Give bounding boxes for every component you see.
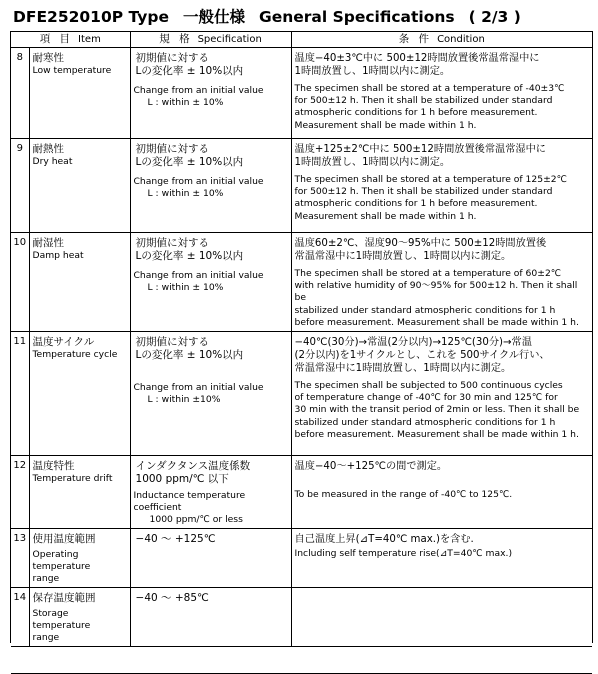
table-row xyxy=(11,48,592,139)
row-item: 温度サイクル Temperature cycle xyxy=(29,332,130,456)
row-specification: 初期値に対する Lの変化率 ± 10%以内 Change from an initial value L : within ± 10% xyxy=(130,139,291,233)
row-item: 耐熱性 Dry heat xyxy=(29,139,130,233)
row-number: 8 xyxy=(11,48,29,139)
table-row xyxy=(11,456,592,529)
row-specification: 初期値に対する Lの変化率 ± 10%以内 Change from an initial value L : within ± 10% xyxy=(130,48,291,139)
row-condition: 温度−40±3℃中に 500±12時間放置後常温常湿中に 1時間放置し、1時間以内に測定。 The specimen shall be stored at a temperature of -40±3℃ for 500±12 h. Then it shall be stabilized under standard atmospheric conditions for 1 h before measurement. Measurement shall be made within 1 h. xyxy=(291,48,592,139)
row-number: 13 xyxy=(11,529,29,588)
row-specification: 初期値に対する Lの変化率 ± 10%以内 Change from an initial value L : within ± 10% xyxy=(130,233,291,332)
table-row xyxy=(11,529,592,588)
title-jp: 一般仕様 xyxy=(182,8,245,26)
spec-table xyxy=(11,32,592,674)
row-condition: 温度60±2℃、湿度90〜95%中に 500±12時間放置後 常温常湿中に1時間放置し、1時間以内に測定。 The specimen shall be stored at a temperature of 60±2℃ with relative humidity of 90〜95% for 500±12 h. Then it shall be stabilized under standard atmospheric conditions for 1 h before measurement. Measurement shall be made within 1 h. xyxy=(291,233,592,332)
table-row xyxy=(11,332,592,456)
row-condition: 温度+125±2℃中に 500±12時間放置後常温常湿中に 1時間放置し、1時間以内に測定。 The specimen shall be stored at a temperature of 125±2℃ for 500±12 h. Then it shall be stabilized under standard atmospheric conditions for 1 h before measurement. Measurement shall be made within 1 h. xyxy=(291,139,592,233)
header-condition: 条 件 Condition xyxy=(291,32,592,48)
row-number: 14 xyxy=(11,588,29,647)
row-item: 耐湿性 Damp heat xyxy=(29,233,130,332)
page-title xyxy=(13,5,521,27)
row-number: 9 xyxy=(11,139,29,233)
header-item: 項 目 Item xyxy=(11,32,130,48)
row-item: 温度特性 Temperature drift xyxy=(29,456,130,529)
row-item: 保存温度範囲 Storage temperature range xyxy=(29,588,130,647)
title-en: General Specifications xyxy=(258,8,455,26)
table-row xyxy=(11,233,592,332)
row-item: 使用温度範囲 Operating temperature range xyxy=(29,529,130,588)
table-row xyxy=(11,588,592,647)
part-number: DFE252010P Type xyxy=(13,8,169,26)
row-condition: −40℃(30分)→常温(2分以内)→125℃(30分)→常温 (2分以内)を1サイクルとし、これを 500サイクル行い、 常温常湿中に1時間放置し、1時間以内に測定。 The specimen shall be subjected to 500 continuous cycles of temperature change of -40℃ for 30 min and 125℃ for 30 min with the transit period of 2min or less. Then it shall be stabilized under standard atmospheric conditions for 1 h before measurement. Measurement shall be made within 1 h. xyxy=(291,332,592,456)
row-condition xyxy=(291,588,592,647)
row-condition: 温度−40〜+125℃の間で測定。 To be measured in the range of -40℃ to 125℃. xyxy=(291,456,592,529)
row-condition: 自己温度上昇(⊿T=40℃ max.)を含む. Including self temperature rise(⊿T=40℃ max.) xyxy=(291,529,592,588)
page-indicator: ( 2/3 ) xyxy=(468,8,521,26)
row-specification: 初期値に対する Lの変化率 ± 10%以内 Change from an initial value L : within ±10% xyxy=(130,332,291,456)
header-spec: 規 格 Specification xyxy=(130,32,291,48)
row-specification: −40 〜 +85℃ xyxy=(130,588,291,647)
table-row xyxy=(11,139,592,233)
row-number: 11 xyxy=(11,332,29,456)
table-header-row xyxy=(11,32,592,48)
spec-sheet xyxy=(10,31,593,643)
row-number: 10 xyxy=(11,233,29,332)
row-specification: インダクタンス温度係数 1000 ppm/℃ 以下 Inductance temperature coefficient 1000 ppm/℃ or less xyxy=(130,456,291,529)
row-number: 12 xyxy=(11,456,29,529)
row-item: 耐寒性 Low temperature xyxy=(29,48,130,139)
blank-cell xyxy=(11,647,592,674)
blank-row xyxy=(11,647,592,674)
row-specification: −40 〜 +125℃ xyxy=(130,529,291,588)
